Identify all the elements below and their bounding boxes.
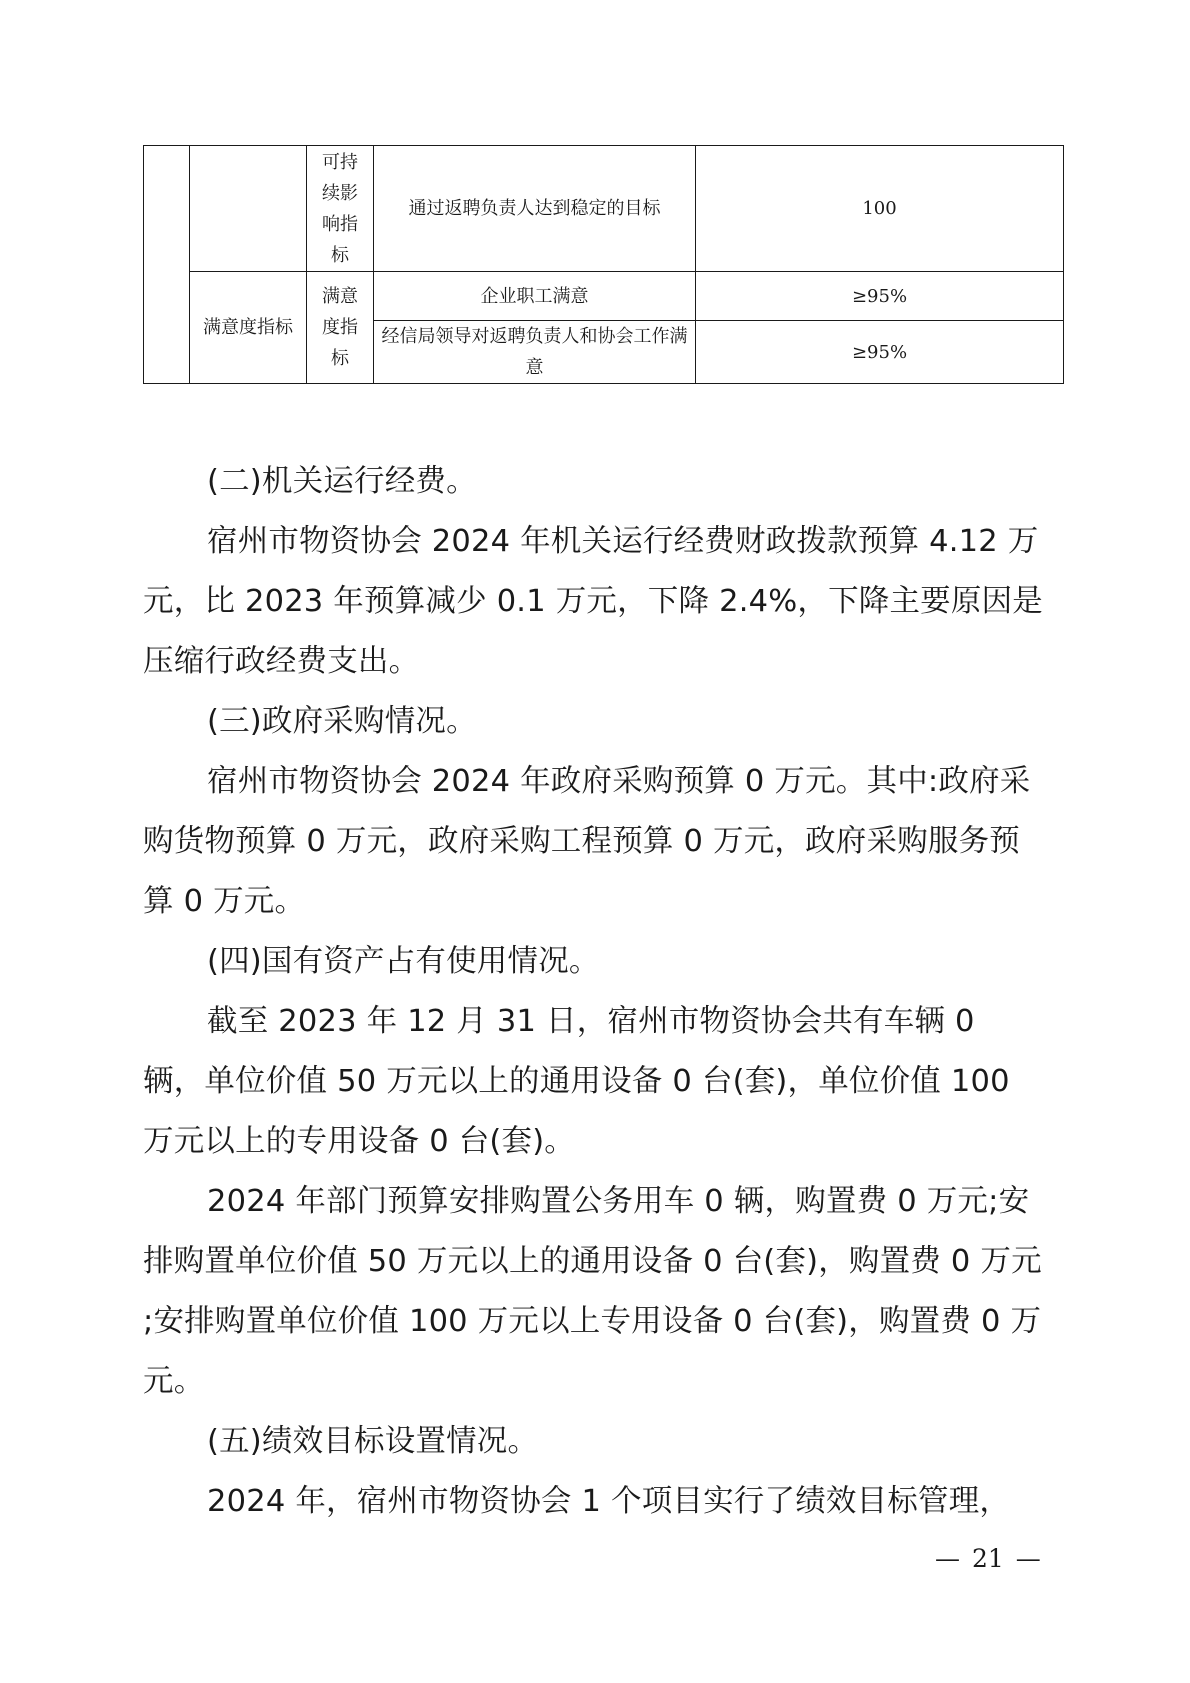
section-heading: (五)绩效目标设置情况。 <box>207 1424 539 1459</box>
table-row <box>144 272 1064 321</box>
sub-indicator-cell: 可持续影响指标 <box>307 146 374 272</box>
paragraph: 宿州市物资协会 2024 年机关运行经费财政拨款预算 4.12 万元，比 2023 年预算减少 0.1 万元，下降 2.4%，下降主要原因是压缩行政经费支出。 <box>143 524 1043 679</box>
indicator-value-cell: 100 <box>696 146 1064 272</box>
table-cell-empty <box>144 146 190 384</box>
section-heading: (二)机关运行经费。 <box>207 464 477 499</box>
table-row <box>144 146 1064 272</box>
satisfaction-sub-indicator-cell: 满意度指标 <box>307 272 374 384</box>
paragraph: 截至 2023 年 12 月 31 日，宿州市物资协会共有车辆 0 辆，单位价值 50 万元以上的通用设备 0 台(套)，单位价值 100 万元以上的专用设备 0 台(套)。 <box>143 1004 1010 1159</box>
page-number: — 21 — <box>935 1544 1041 1573</box>
satisfaction-indicator-cell: 满意度指标 <box>190 272 307 384</box>
section-heading: (三)政府采购情况。 <box>207 704 477 739</box>
indicator-content-cell: 通过返聘负责人达到稳定的目标 <box>374 146 696 272</box>
section-heading: (四)国有资产占有使用情况。 <box>207 944 600 979</box>
paragraph: 2024 年，宿州市物资协会 1 个项目实行了绩效目标管理， <box>207 1484 1011 1519</box>
performance-indicator-table <box>143 145 1064 384</box>
paragraph: 2024 年部门预算安排购置公务用车 0 辆，购置费 0 万元;安排购置单位价值 50 万元以上的通用设备 0 台(套)，购置费 0 万元 ;安排购置单位价值 100 万元以上专用设备 0 台(套)，购置费 0 万元。 <box>143 1184 1042 1399</box>
indicator-value-cell: ≥95% <box>696 321 1064 384</box>
body-text <box>143 452 1043 1532</box>
indicator-content-cell: 企业职工满意 <box>374 272 696 321</box>
table-cell-empty <box>190 146 307 272</box>
indicator-content-cell: 经信局领导对返聘负责人和协会工作满意 <box>374 321 696 384</box>
paragraph: 宿州市物资协会 2024 年政府采购预算 0 万元。其中:政府采购货物预算 0 万元，政府采购工程预算 0 万元，政府采购服务预算 0 万元。 <box>143 764 1031 919</box>
indicator-value-cell: ≥95% <box>696 272 1064 321</box>
